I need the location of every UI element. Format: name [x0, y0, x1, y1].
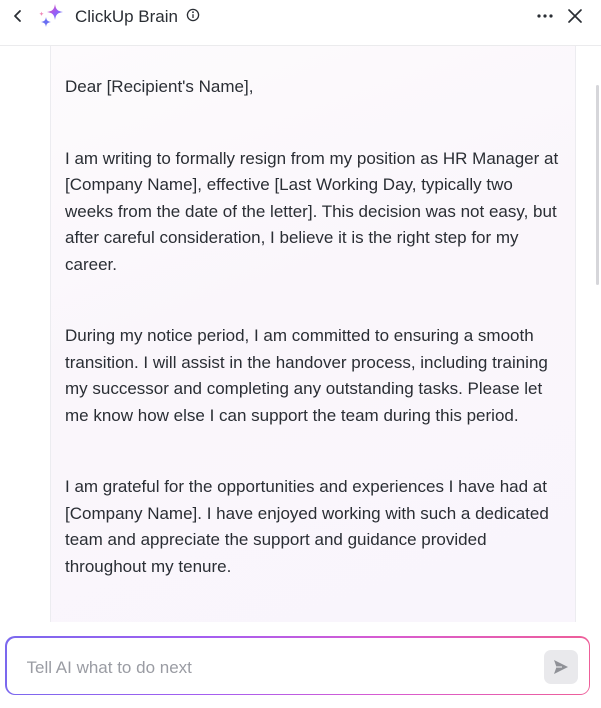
info-icon[interactable] [186, 8, 200, 22]
back-button[interactable] [8, 6, 28, 26]
sparkles-icon [38, 3, 66, 31]
response-scroll-area[interactable] [0, 46, 601, 622]
send-button[interactable] [544, 650, 578, 684]
scrollbar-thumb[interactable] [596, 85, 599, 285]
panel-header [0, 0, 601, 46]
more-options-button[interactable] [534, 5, 556, 27]
close-icon [567, 8, 583, 24]
panel-title: ClickUp Brain [75, 7, 178, 26]
ai-response-card [50, 46, 576, 622]
chevron-left-icon [12, 9, 24, 23]
close-button[interactable] [564, 5, 586, 27]
prompt-input[interactable] [27, 656, 507, 680]
letter-paragraph: I am writing to formally resign from my position as HR Manager at [Company Name], effective [Last Working Day, typically two weeks from the date of the letter]. This decision was not easy, but after careful consideration, I believe it is the right step for my career. [65, 148, 559, 274]
composer-inner [7, 638, 589, 694]
ai-composer [5, 636, 590, 695]
letter-greeting: Dear [Recipient's Name], [65, 77, 254, 96]
letter-paragraph: I am grateful for the opportunities and experiences I have had at [Company Name]. I have enjoyed working with such a dedicated team and appreciate the support and guidance provided throughout my tenure. [65, 477, 549, 576]
letter-paragraph: During my notice period, I am committed to ensuring a smooth transition. I will assist in the handover process, including training my successor and completing any outstanding tasks. Please let me know how else I can support the team during this period. [65, 326, 548, 425]
more-horizontal-icon [536, 13, 554, 19]
send-icon [552, 658, 570, 676]
